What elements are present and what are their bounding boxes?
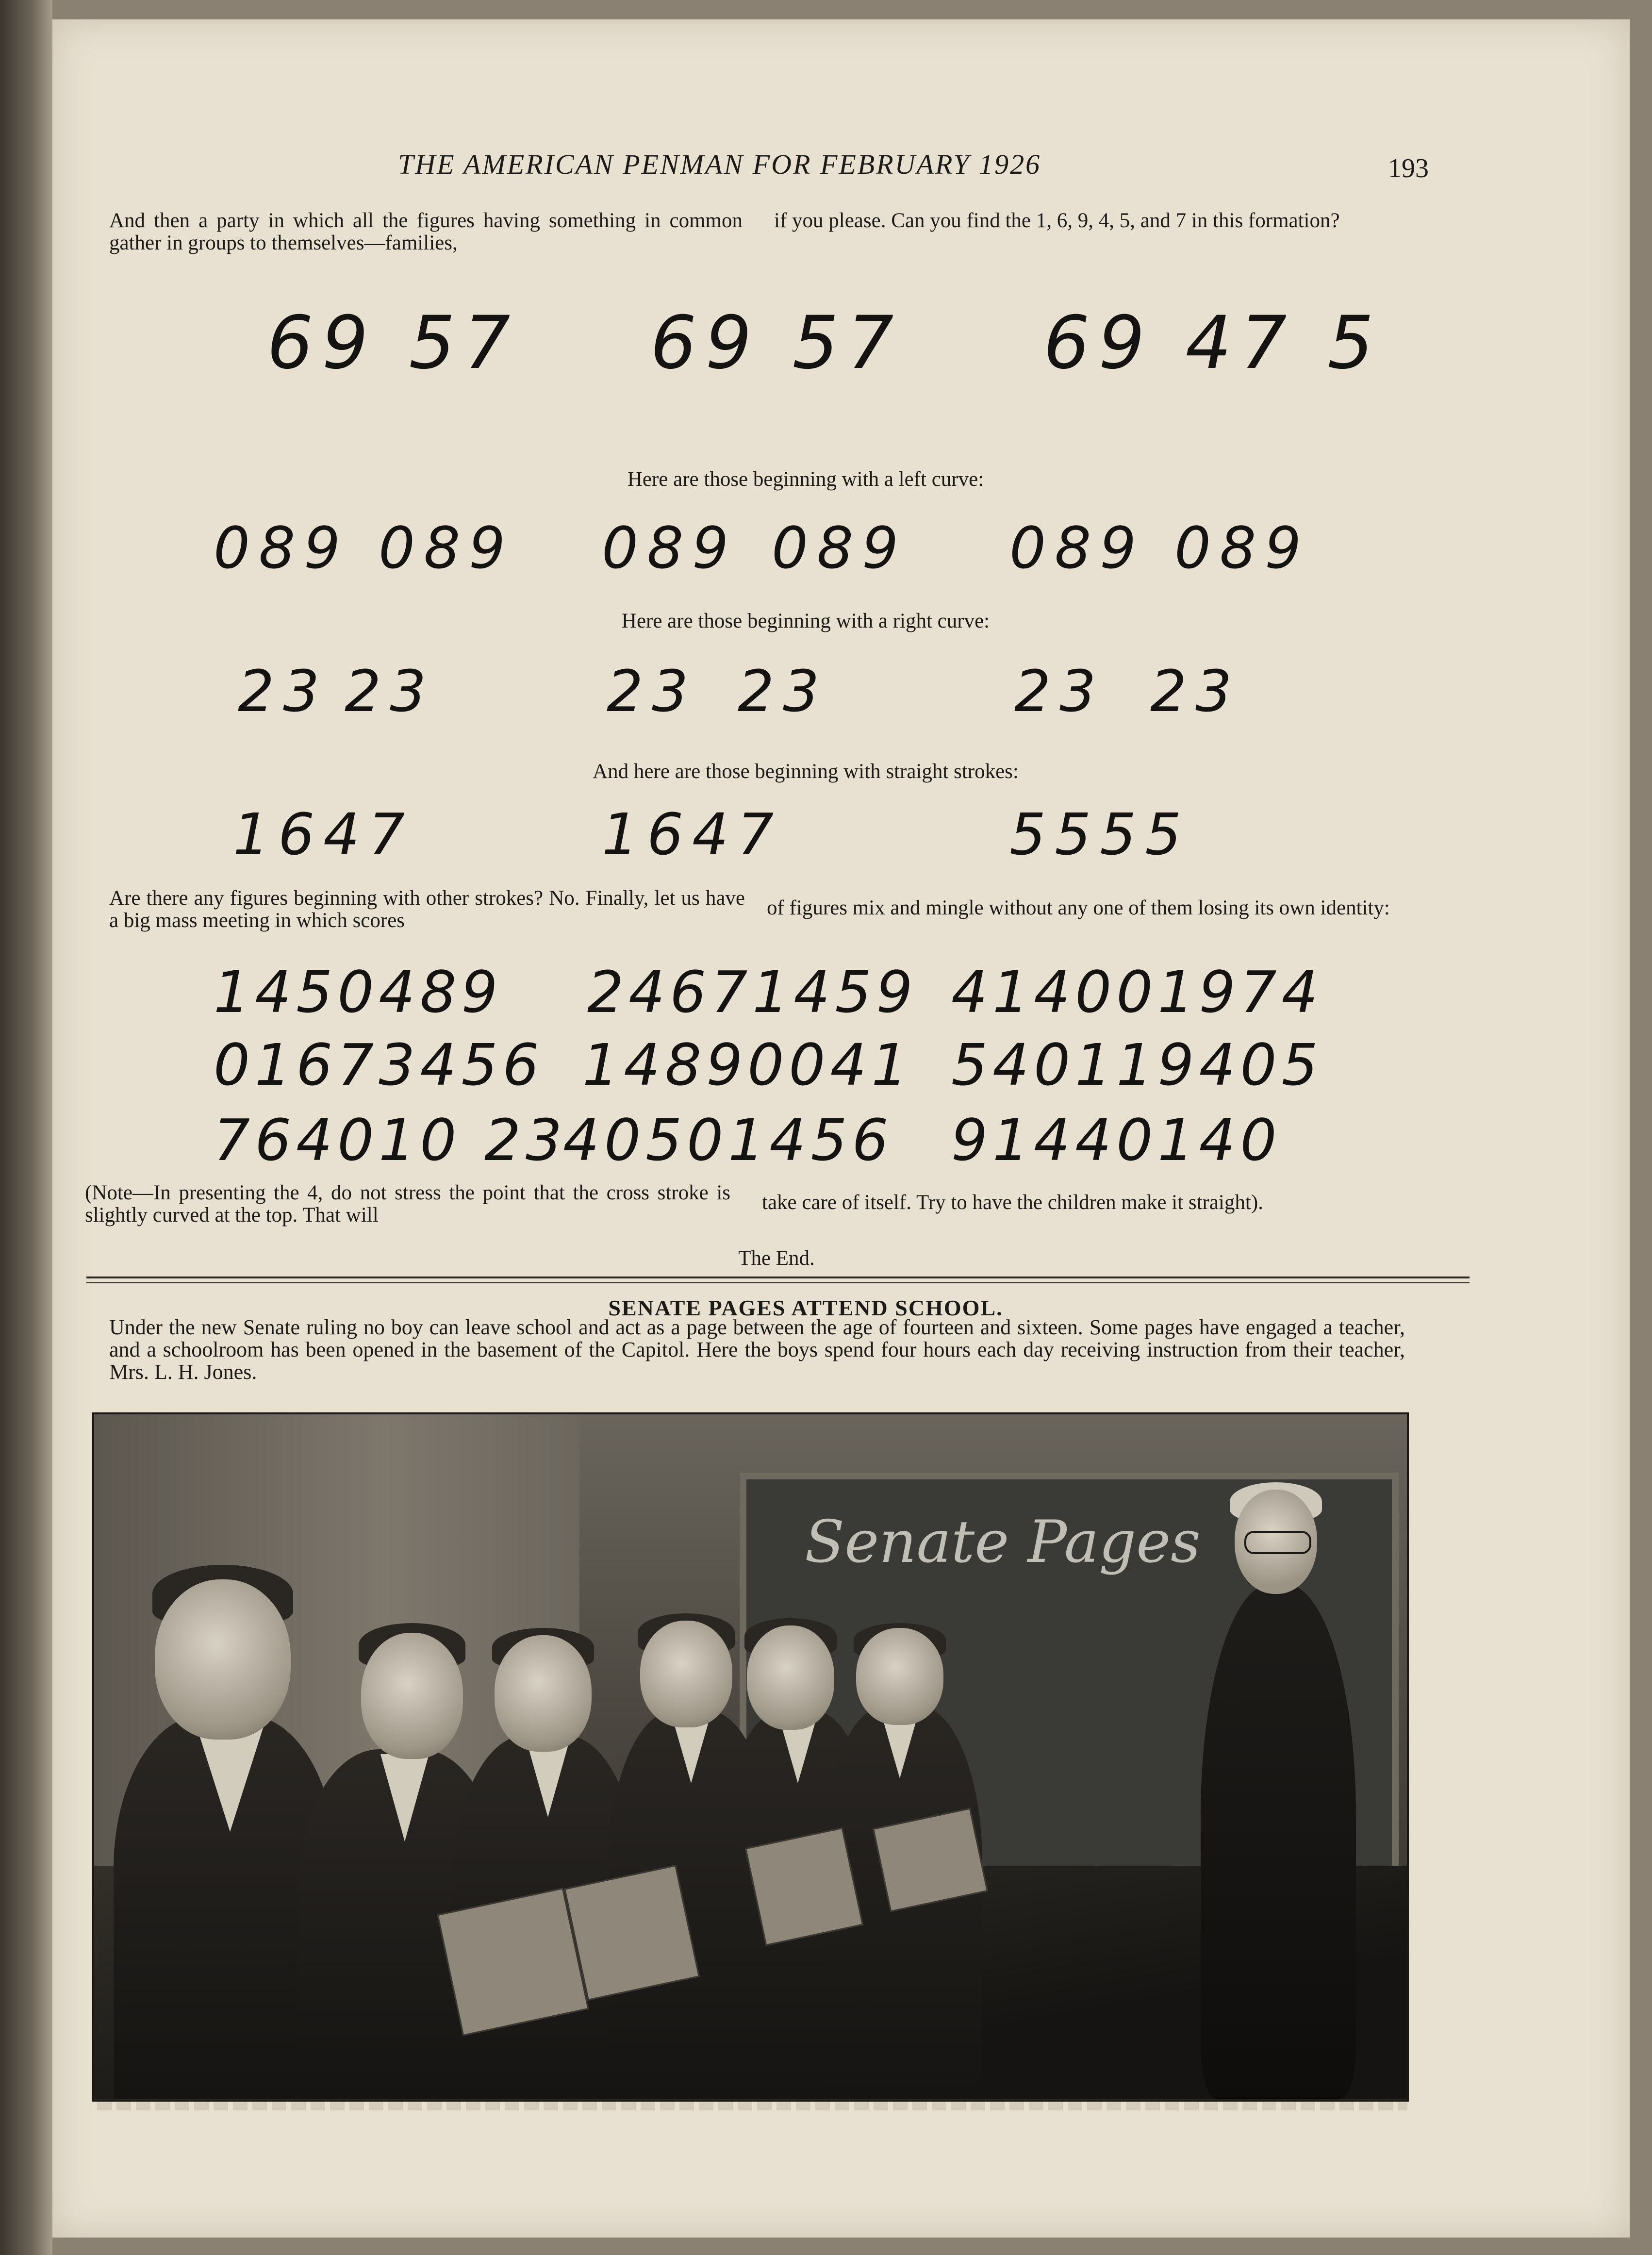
news-title: SENATE PAGES ATTEND SCHOOL. bbox=[608, 1295, 1003, 1320]
straight-figure-2: 1647 bbox=[602, 801, 783, 868]
teacher-body bbox=[1201, 1584, 1356, 2099]
right-curve-figure-4: 23 bbox=[738, 658, 828, 725]
book-1 bbox=[437, 1888, 589, 2036]
mass-row2-group3: 540119405 bbox=[951, 1031, 1323, 1098]
left-curve-figure-1: 089 bbox=[214, 514, 349, 581]
the-end: The End. bbox=[738, 1247, 815, 1270]
mass-row3-group3: 91440140 bbox=[951, 1107, 1282, 1174]
mass-row1-group2: 24671459 bbox=[587, 959, 918, 1026]
families-intro-right: if you please. Can you find the 1, 6, 9, 4, 5, and 7 in this formation? bbox=[774, 209, 1340, 232]
mass-row3-group1: 764010 23 bbox=[214, 1107, 567, 1174]
straight-heading: And here are those beginning with straight strokes: bbox=[593, 760, 1019, 783]
book-3 bbox=[745, 1827, 863, 1946]
right-curve-figure-6: 23 bbox=[1150, 658, 1241, 725]
photo-caption-faint bbox=[97, 2102, 1407, 2110]
right-curve-heading: Here are those beginning with a right curve: bbox=[621, 610, 990, 632]
left-curve-figure-6: 089 bbox=[1174, 514, 1310, 581]
left-curve-figure-5: 089 bbox=[1009, 514, 1145, 581]
classroom-photo bbox=[92, 1412, 1409, 2102]
section-divider-thin bbox=[86, 1282, 1470, 1283]
left-curve-figure-3: 089 bbox=[602, 514, 738, 581]
note-left: (Note—In presenting the 4, do not stress the point that the cross stroke is slightly curved at the top. That will bbox=[85, 1181, 730, 1227]
news-body: Under the new Senate ruling no boy can leave school and act as a page between the age of fourteen and sixteen. Some pages have engaged a teacher, and a schoolroom has been opened in the basement of the Capitol. Here the boys spend four hours each day receiving instruction from their teacher, Mrs. L. H. Jones. bbox=[109, 1315, 1405, 1384]
family-group-3: 69 47 5 bbox=[1043, 301, 1383, 385]
family-group-1: 69 57 bbox=[267, 301, 519, 385]
section-divider bbox=[86, 1277, 1470, 1278]
mass-row1-group3: 414001974 bbox=[951, 959, 1323, 1026]
right-curve-figure-2: 23 bbox=[345, 658, 435, 725]
mass-row2-group1: 01673456 bbox=[214, 1031, 544, 1098]
blackboard-text: Senate Pages bbox=[805, 1509, 1201, 1576]
straight-figure-3: 5555 bbox=[1009, 801, 1190, 868]
left-curve-figure-4: 089 bbox=[772, 514, 908, 581]
mass-row2-group2: 14890041 bbox=[582, 1031, 913, 1098]
mass-meeting-right: of figures mix and mingle without any one of them losing its own identity: bbox=[767, 896, 1390, 919]
right-curve-figure-3: 23 bbox=[607, 658, 697, 725]
mass-meeting-left: Are there any figures beginning with other strokes? No. Finally, let us have a big mass meeting in which scores bbox=[109, 887, 745, 932]
mass-row3-group2: 40501456 bbox=[563, 1107, 893, 1174]
left-curve-figure-2: 089 bbox=[379, 514, 514, 581]
teacher-glasses bbox=[1244, 1531, 1311, 1554]
left-curve-heading: Here are those beginning with a left curve: bbox=[627, 468, 984, 491]
family-group-2: 69 57 bbox=[650, 301, 903, 385]
straight-figure-1: 1647 bbox=[233, 801, 414, 868]
book-spine bbox=[0, 0, 52, 2255]
page-number: 193 bbox=[1388, 153, 1429, 183]
right-curve-figure-5: 23 bbox=[1014, 658, 1105, 725]
book-2 bbox=[564, 1865, 700, 2001]
note-right: take care of itself. Try to have the children make it straight). bbox=[762, 1191, 1263, 1214]
families-intro-left: And then a party in which all the figures having something in common gather in groups to themselves—families, bbox=[109, 209, 743, 254]
running-head: THE AMERICAN PENMAN FOR FEBRUARY 1926 bbox=[398, 149, 1041, 180]
mass-row1-group1: 1450489 bbox=[214, 959, 503, 1026]
right-curve-figure-1: 23 bbox=[238, 658, 329, 725]
